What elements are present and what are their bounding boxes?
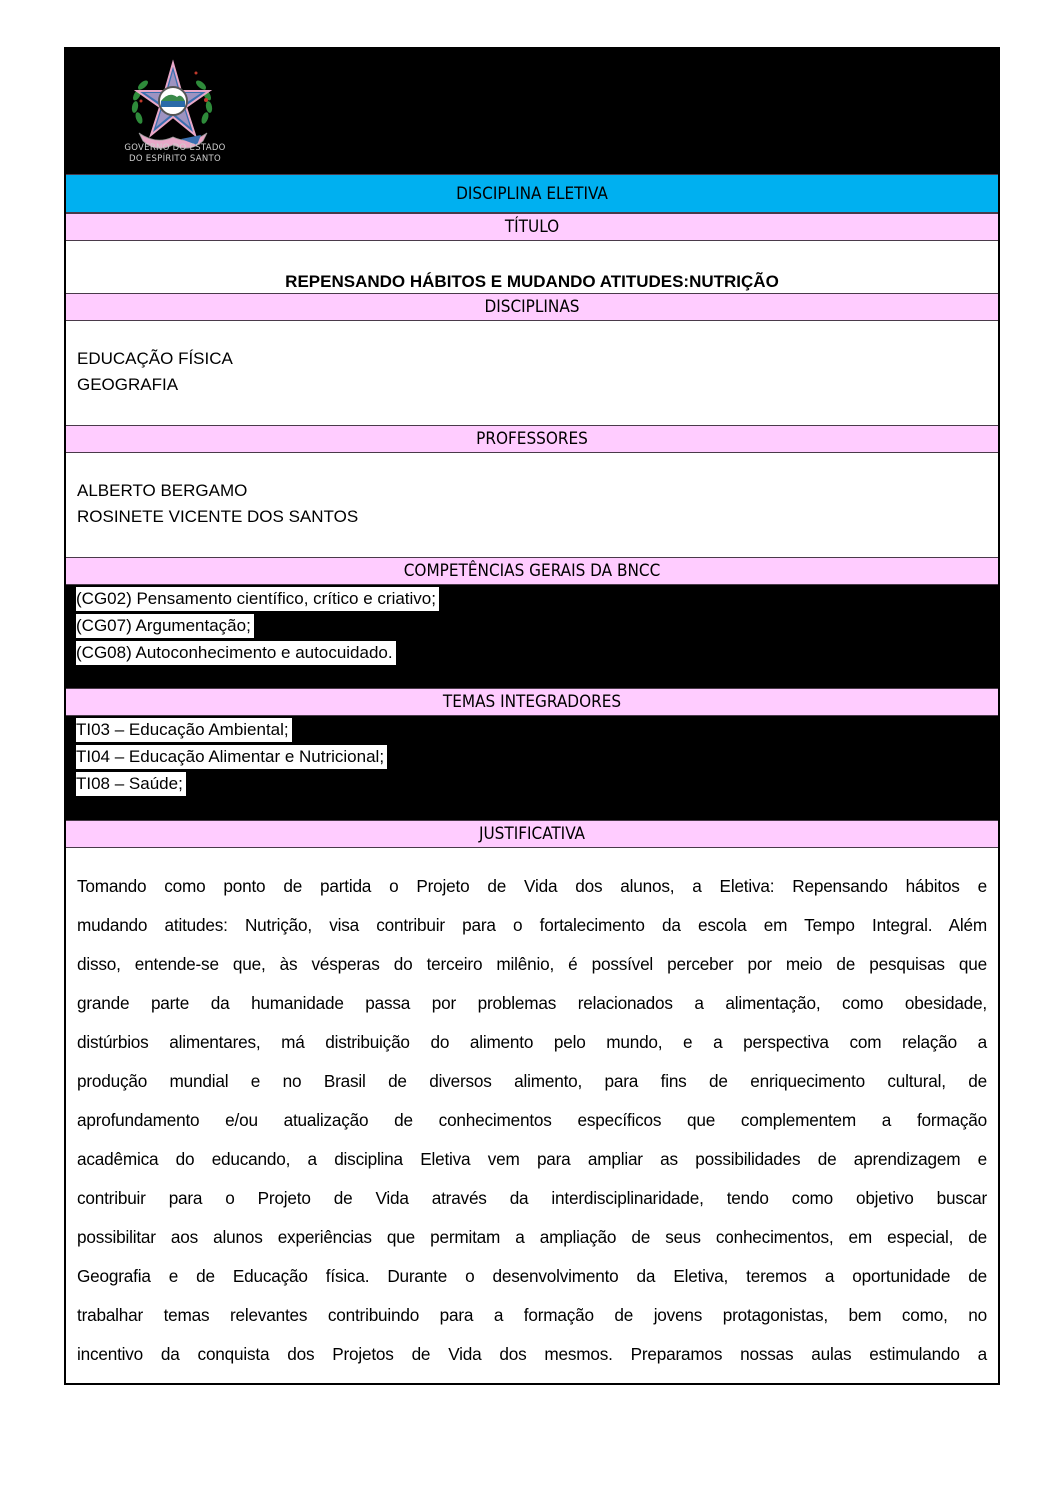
paragraph-line: mudando atitudes: Nutrição, visa contribuir para o fortalecimento da escola em Tempo Integral. Além (77, 915, 987, 935)
theme-item: TI03 – Educação Ambiental; (76, 718, 292, 742)
competency-item: (CG02) Pensamento científico, crítico e criativo; (76, 587, 439, 611)
paragraph-line: disso, entende-se que, às vésperas do terceiro milênio, é possível perceber por meio de pesquisas que (77, 954, 987, 974)
section-header-professores (66, 425, 998, 453)
paragraph-line: grande parte da humanidade passa por problemas relacionados a alimentação, como obesidade, (77, 993, 987, 1013)
discipline-item: GEOGRAFIA (77, 375, 179, 394)
paragraph-line: Tomando como ponto de partida o Projeto de Vida dos alunos, a Eletiva: Repensando hábitos e (77, 876, 987, 896)
logo-text-line-2: DO ESPÍRITO SANTO (128, 154, 222, 164)
paragraph-line: aprofundamento e/ou atualização de conhecimentos específicos que complementem a formação (77, 1110, 987, 1130)
section-header-disciplinas (66, 293, 998, 321)
section-label-competencias: COMPETÊNCIAS GERAIS DA BNCC (403, 561, 661, 581)
title-value-row (66, 241, 998, 294)
competencias-list (66, 585, 998, 689)
section-label-professores: PROFESSORES (476, 429, 588, 449)
section-label-titulo: TÍTULO (504, 217, 560, 237)
header-band (66, 47, 998, 175)
section-label-temas: TEMAS INTEGRADORES (442, 692, 622, 712)
professores-list (66, 453, 998, 558)
government-label (110, 143, 240, 165)
teacher-item: ROSINETE VICENTE DOS SANTOS (77, 507, 359, 526)
logo-text-line-1: GOVERNO DO ESTADO (124, 143, 226, 153)
section-header-temas (66, 688, 998, 716)
discipline-item: EDUCAÇÃO FÍSICA (77, 349, 233, 368)
paragraph-line: acadêmica do educando, a disciplina Eletiva vem para ampliar as possibilidades de aprendizagem e (77, 1149, 987, 1169)
competency-item: (CG07) Argumentação; (76, 614, 254, 638)
section-label-disciplinas: DISCIPLINAS (484, 297, 580, 317)
paragraph-line: produção mundial e no Brasil de diversos alimento, para fins de enriquecimento cultural, de (77, 1071, 987, 1091)
paragraph-line: possibilitar aos alunos experiências que permitam a ampliação de seus conhecimentos, em especial, de (77, 1227, 987, 1247)
disciplinas-list (66, 321, 998, 427)
elective-title: REPENSANDO HÁBITOS E MUDANDO ATITUDES:NUTRIÇÃO (285, 272, 779, 291)
paragraph-line: trabalhar temas relevantes contribuindo para a formação de jovens protagonistas, bem como, no (77, 1305, 987, 1325)
banner-disciplina-eletiva (66, 174, 998, 213)
justificativa-text (77, 867, 987, 1374)
paragraph-line: contribuir para o Projeto de Vida através da interdisciplinaridade, tendo como objetivo buscar (77, 1188, 987, 1208)
paragraph-line: incentivo da conquista dos Projetos de Vida dos mesmos. Preparamos nossas aulas estimulando a (77, 1344, 987, 1364)
banner-label: DISCIPLINA ELETIVA (456, 183, 608, 204)
section-label-justificativa: JUSTIFICATIVA (478, 824, 586, 844)
theme-item: TI04 – Educação Alimentar e Nutricional; (76, 745, 387, 769)
document-page (64, 47, 1000, 1385)
paragraph-line: Geografia e de Educação física. Durante o desenvolvimento da Eletiva, teremos a oportunidade de (77, 1266, 987, 1286)
section-header-titulo (66, 213, 998, 241)
section-header-competencias (66, 557, 998, 585)
temas-list (66, 716, 998, 821)
paragraph-line: distúrbios alimentares, má distribuição do alimento pelo mundo, e a perspectiva com relação a (77, 1032, 987, 1052)
theme-item: TI08 – Saúde; (76, 772, 186, 796)
competency-item: (CG08) Autoconhecimento e autocuidado. (76, 641, 396, 665)
section-header-justificativa (66, 820, 998, 848)
teacher-item: ALBERTO BERGAMO (77, 481, 248, 500)
